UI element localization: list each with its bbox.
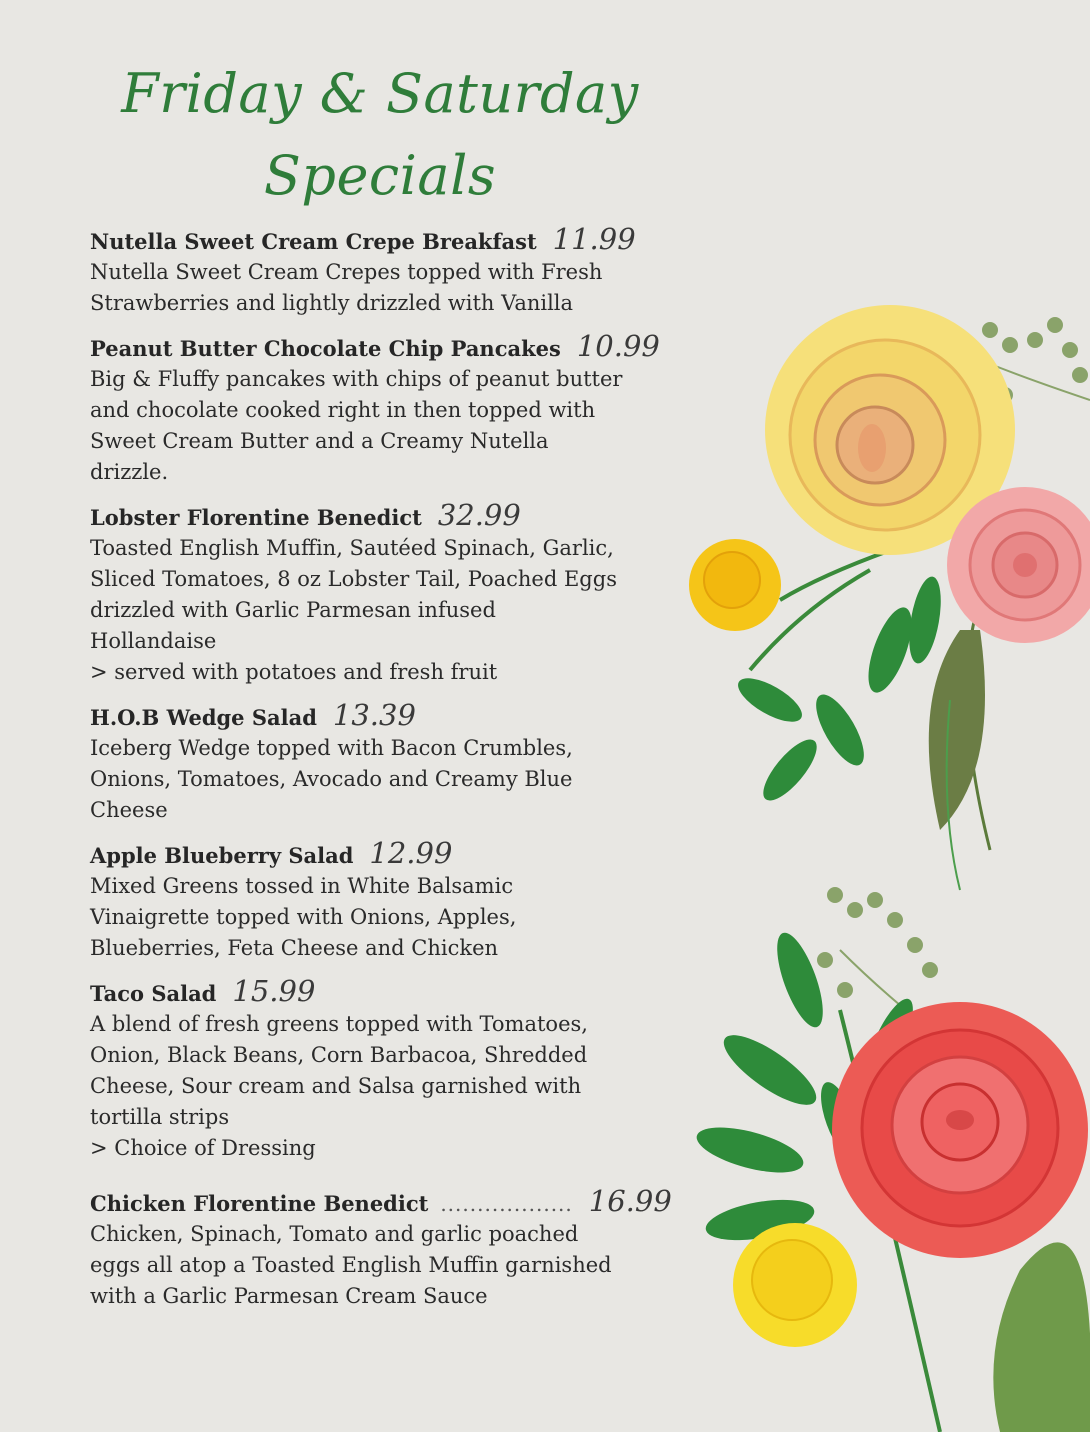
yellow-bud-lower bbox=[733, 1223, 857, 1347]
item-price: 10.99 bbox=[576, 329, 660, 363]
item-description: A blend of fresh greens topped with Tomatoes, Onion, Black Beans, Corn Barbacoa, Shredded Cheese, Sour cream and Salsa garnished with tortilla strips > Choice of Dressing bbox=[90, 1012, 588, 1160]
item-price: 15.99 bbox=[232, 974, 316, 1008]
menu-list bbox=[90, 222, 690, 1322]
item-description: Nutella Sweet Cream Crepes topped with Fresh Strawberries and lightly drizzled with Vanilla bbox=[90, 260, 603, 315]
menu-item bbox=[90, 329, 690, 488]
menu-item bbox=[90, 498, 690, 688]
floral-illustration bbox=[660, 270, 1090, 1432]
menu-item bbox=[90, 836, 690, 964]
item-price: 11.99 bbox=[552, 222, 636, 256]
item-price: 12.99 bbox=[369, 836, 453, 870]
item-description: Big & Fluffy pancakes with chips of peanut butter and chocolate cooked right in then topped with Sweet Cream Butter and a Creamy Nutella drizzle. bbox=[90, 367, 623, 484]
dot-leader: .................. bbox=[440, 1192, 573, 1216]
menu-title-line-1: Friday & Saturday bbox=[121, 62, 639, 125]
menu-item bbox=[90, 698, 690, 826]
menu-item bbox=[90, 1184, 690, 1312]
item-name: H.O.B Wedge Salad bbox=[90, 705, 317, 730]
menu-item bbox=[90, 974, 690, 1164]
menu-title-line-2: Specials bbox=[263, 144, 497, 207]
red-rose bbox=[832, 1002, 1088, 1258]
item-name: Peanut Butter Chocolate Chip Pancakes bbox=[90, 336, 561, 361]
item-description: Chicken, Spinach, Tomato and garlic poached eggs all atop a Toasted English Muffin garnished with a Garlic Parmesan Cream Sauce bbox=[90, 1222, 612, 1308]
item-description: Iceberg Wedge topped with Bacon Crumbles, Onions, Tomatoes, Avocado and Creamy Blue Cheese bbox=[90, 736, 573, 822]
item-name: Apple Blueberry Salad bbox=[90, 843, 354, 868]
item-price: 13.39 bbox=[332, 698, 416, 732]
item-description: Toasted English Muffin, Sautéed Spinach, Garlic, Sliced Tomatoes, 8 oz Lobster Tail, Poached Eggs drizzled with Garlic Parmesan infused Hollandaise > served with potatoes and fresh fruit bbox=[90, 536, 617, 684]
item-price: 32.99 bbox=[437, 498, 521, 532]
item-name: Taco Salad bbox=[90, 981, 217, 1006]
item-name: Nutella Sweet Cream Crepe Breakfast bbox=[90, 229, 537, 254]
item-name: Lobster Florentine Benedict bbox=[90, 505, 422, 530]
yellow-bud-upper bbox=[689, 539, 781, 631]
item-name: Chicken Florentine Benedict bbox=[90, 1191, 429, 1216]
item-price: 16.99 bbox=[588, 1184, 672, 1218]
item-description: Mixed Greens tossed in White Balsamic Vinaigrette topped with Onions, Apples, Blueberries, Feta Cheese and Chicken bbox=[90, 874, 517, 960]
menu-item bbox=[90, 222, 690, 319]
